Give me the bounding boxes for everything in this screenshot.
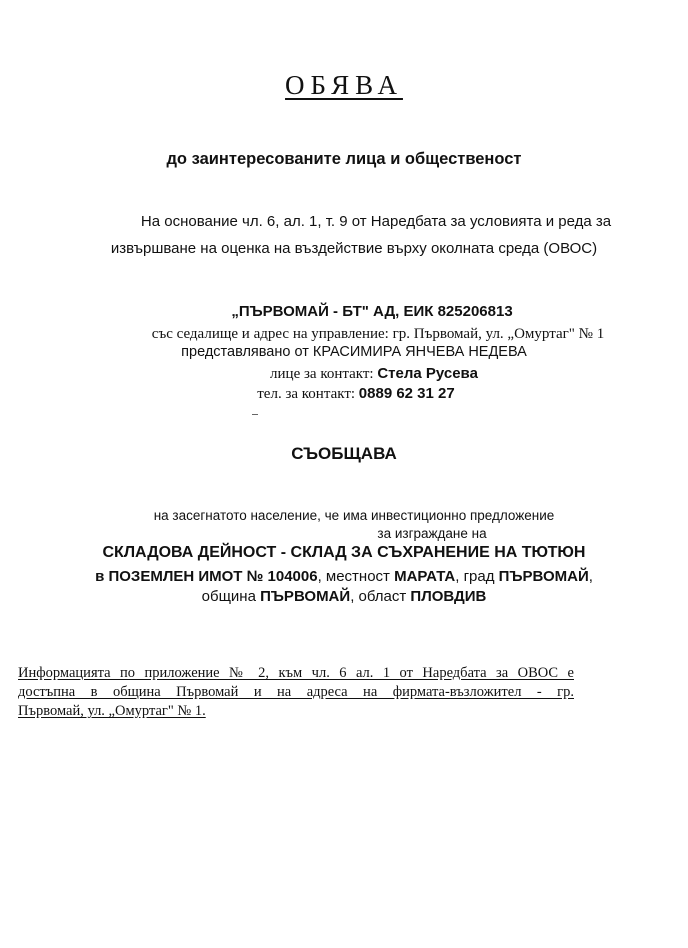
- body-line-1: на засегнатото население, че има инвестиционно предложение: [153, 508, 555, 523]
- info-line-2: достъпна в община Първомай и на адреса на фирмата-възложител - гр.: [18, 684, 574, 700]
- project-title: СКЛАДОВА ДЕЙНОСТ - СКЛАД ЗА СЪХРАНЕНИЕ НА ТЮТЮН: [102, 544, 586, 561]
- contact-phone-line: [0, 385, 688, 403]
- contact-label: лице за контакт:: [270, 366, 378, 382]
- company-seat-line: със седалище и адрес на управление: гр. Първомай, ул. „Омуртаг" № 1: [151, 326, 605, 342]
- scan-mark: [252, 414, 258, 415]
- document-subtitle: до заинтересованите лица и общественост: [166, 150, 522, 168]
- announces-heading: СЪОБЩАВА: [291, 444, 397, 463]
- document-title: ОБЯВА: [285, 70, 403, 100]
- mun-value: ПЪРВОМАЙ: [260, 588, 351, 605]
- info-line-1: Информацията по приложение № 2, към чл. 6 ал. 1 от Наредбата за ОВОС е: [18, 665, 574, 681]
- loc-town: ПЪРВОМАЙ: [498, 568, 589, 585]
- region-label: , област: [350, 588, 411, 605]
- legal-basis-line-2: извършване на оценка на въздействие върху околната среда (ОВОС): [110, 240, 598, 257]
- company-representative-line: представлявано от КРАСИМИРА ЯНЧЕВА НЕДЕВА: [181, 344, 527, 360]
- body-line-2: за изграждане на: [377, 526, 487, 541]
- loc-mid2: , град: [455, 568, 499, 585]
- loc-prefix: в: [95, 568, 109, 585]
- loc-end: ,: [588, 568, 593, 585]
- mun-label: община: [201, 588, 261, 605]
- municipality-line: [0, 588, 688, 605]
- loc-area: МАРАТА: [394, 568, 456, 585]
- contact-person-line: [0, 365, 688, 383]
- project-location-line: [0, 568, 688, 585]
- loc-mid: , местност: [317, 568, 395, 585]
- phone-label: тел. за контакт:: [257, 386, 359, 402]
- company-name-line: „ПЪРВОМАЙ - БТ" АД, ЕИК 825206813: [231, 303, 513, 320]
- loc-property: ПОЗЕМЛЕН ИМОТ № 104006: [108, 568, 318, 585]
- phone-value: 0889 62 31 27: [358, 385, 455, 402]
- region-value: ПЛОВДИВ: [410, 588, 487, 605]
- legal-basis-line-1: На основание чл. 6, ал. 1, т. 9 от Наредбата за условията и реда за: [140, 213, 612, 230]
- info-line-3: Първомай, ул. „Омуртаг" № 1.: [18, 703, 206, 719]
- contact-name: Стела Русева: [377, 365, 478, 382]
